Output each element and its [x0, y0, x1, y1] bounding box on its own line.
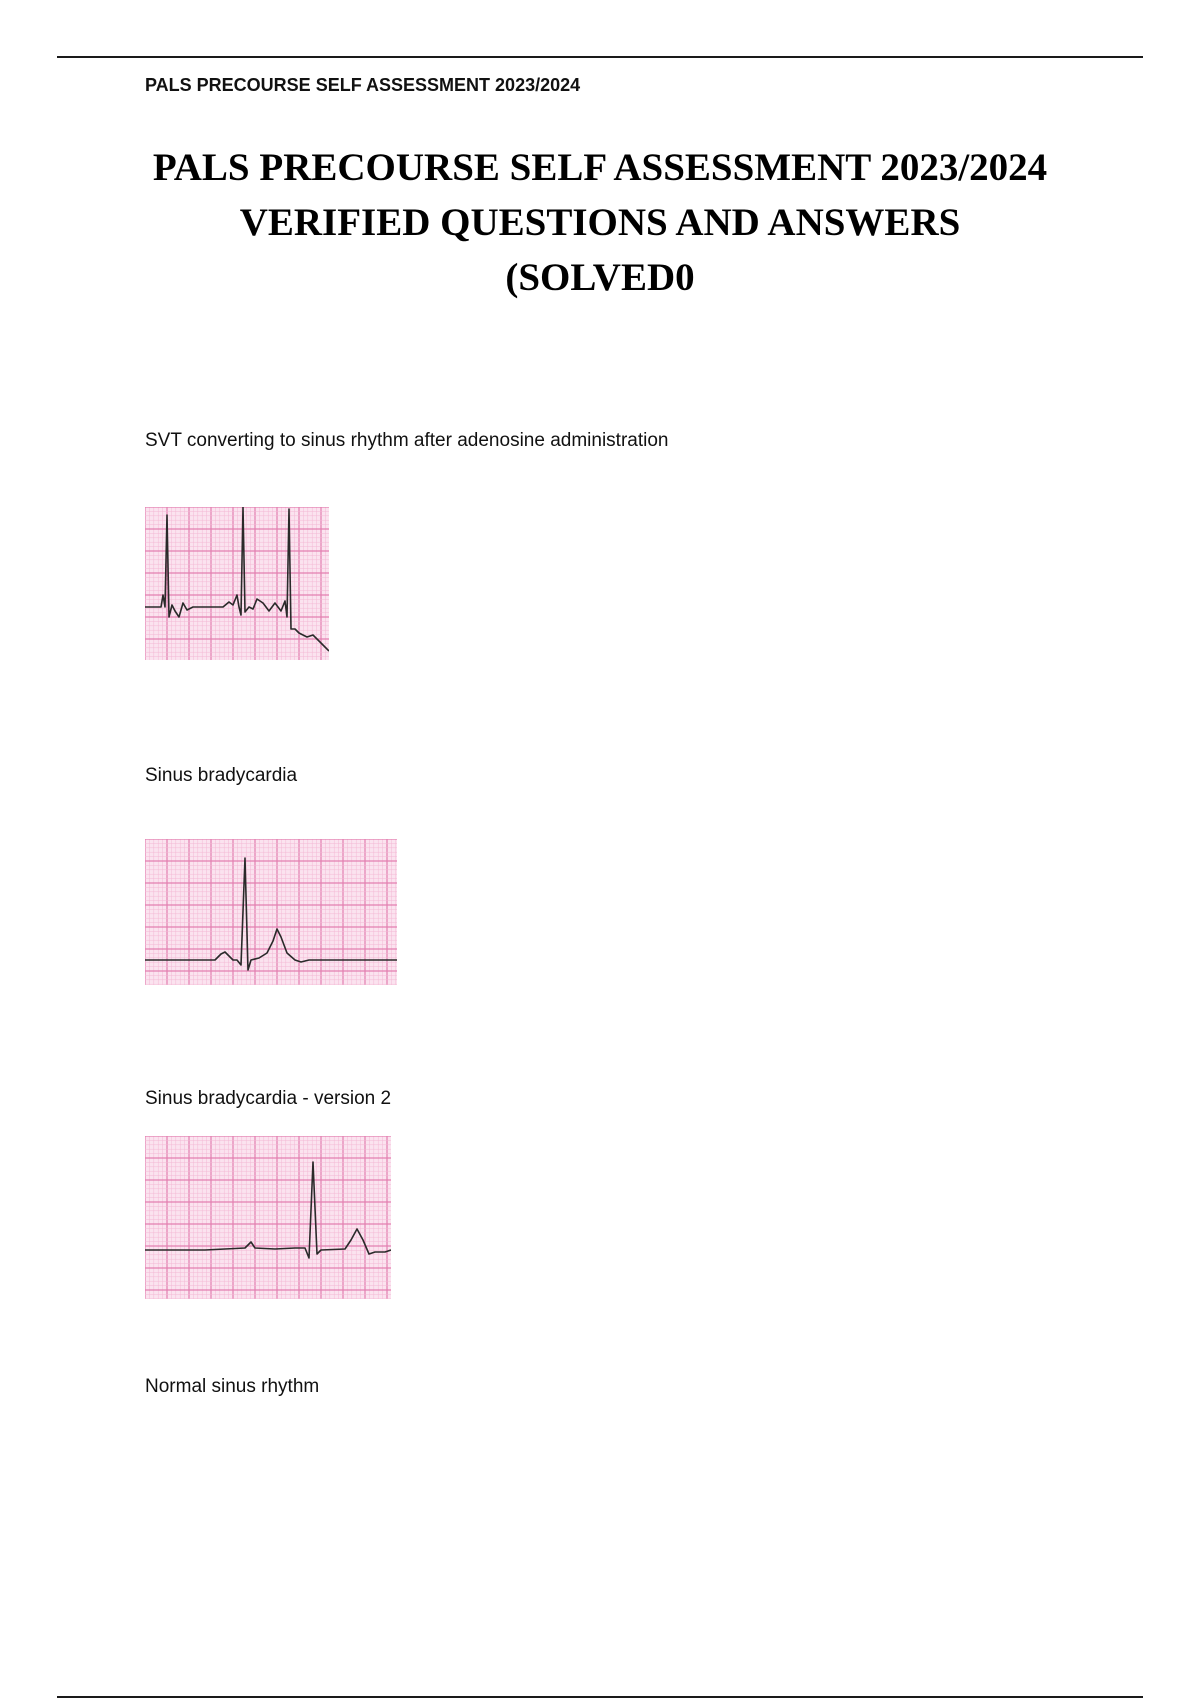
ecg-caption-normal-sinus-rhythm: Normal sinus rhythm — [145, 1376, 320, 1397]
title-line-1: PALS PRECOURSE SELF ASSESSMENT 2023/2024 — [152, 146, 1048, 189]
document-title — [100, 140, 1100, 305]
ecg-caption-sinus-bradycardia: Sinus bradycardia — [145, 765, 298, 786]
ecg-strip-svt-image — [145, 507, 329, 660]
running-header: PALS PRECOURSE SELF ASSESSMENT 2023/2024 — [145, 75, 581, 95]
title-line-2: VERIFIED QUESTIONS AND ANSWERS — [239, 201, 961, 244]
ecg-caption-svt: SVT converting to sinus rhythm after adenosine administration — [145, 430, 669, 451]
ecg-strip-sinus-bradycardia-image — [145, 839, 397, 985]
top-rule — [57, 56, 1143, 58]
ecg-caption-sinus-bradycardia-v2: Sinus bradycardia - version 2 — [145, 1088, 392, 1109]
title-line-3: (SOLVED0 — [505, 256, 695, 299]
ecg-strip-sinus-bradycardia-v2-image — [145, 1136, 391, 1299]
bottom-rule — [57, 1696, 1143, 1698]
